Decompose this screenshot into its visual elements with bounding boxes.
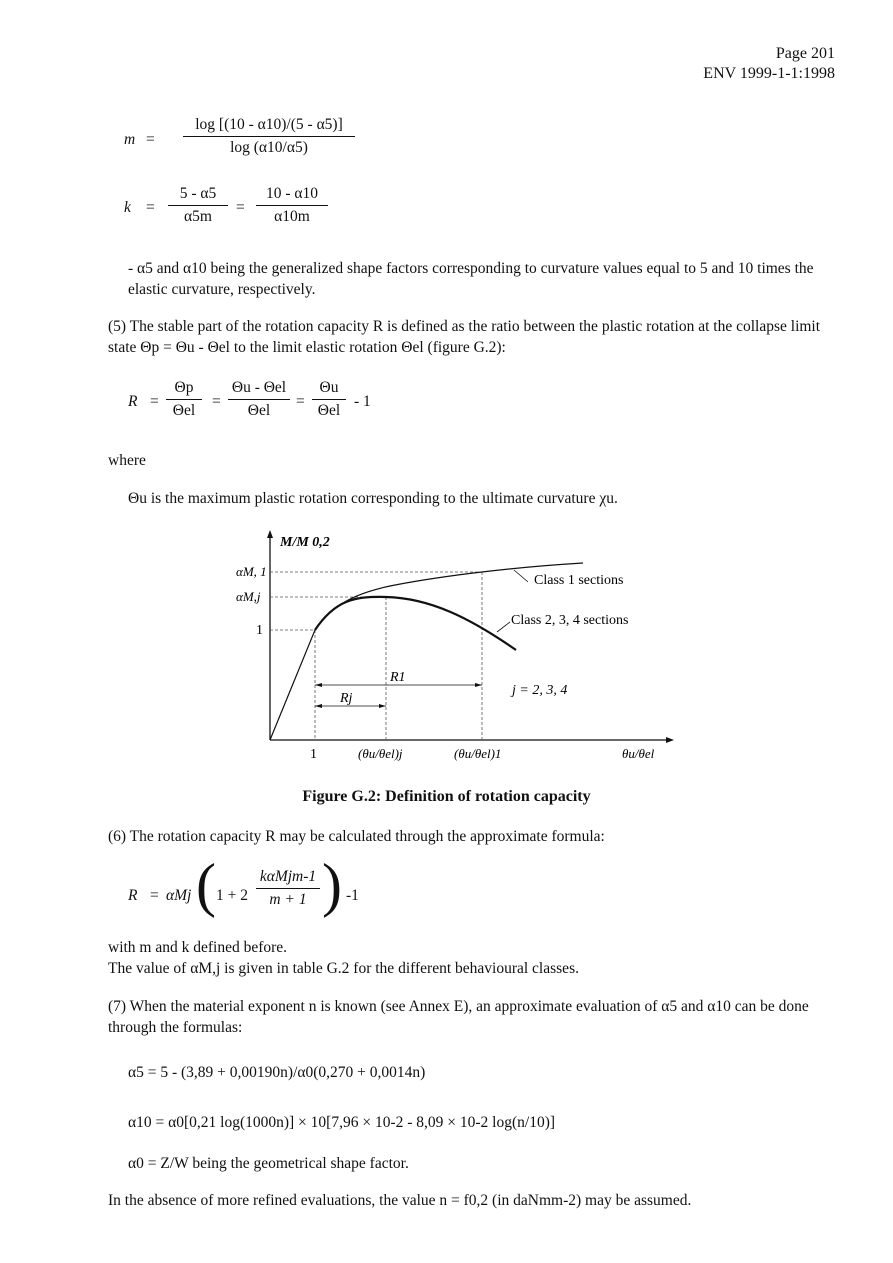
with-m-k: with m and k defined before.	[108, 939, 288, 956]
eq-k-numerator-1: 5 - α5	[168, 185, 228, 206]
paragraph-7: (7) When the material exponent n is known (see Annex E), an approximate evaluation of α5 and α10 can be done through the formulas:	[108, 998, 809, 1036]
y-tick-one: 1	[256, 623, 263, 638]
eq-r1-tail: - 1	[354, 393, 371, 410]
eq-r1-f2-numerator: Θu - Θel	[228, 379, 290, 400]
eq-m-numerator: log [(10 - α10)/(5 - α5)]	[183, 116, 355, 137]
eq-r2-one-plus: 1 + 2	[216, 887, 248, 904]
figure-caption: Figure G.2: Definition of rotation capacity	[302, 788, 591, 805]
class-2-3-4-curve	[315, 597, 516, 650]
shape-factor-paragraph: - α5 and α10 being the generalized shape factors corresponding to curvature values equal to 5 and 10 times the elastic curvature, respectively.	[128, 260, 814, 298]
eq-r1-f2-denominator: Θel	[247, 402, 271, 419]
x-tick-one: 1	[310, 747, 317, 762]
theta-u-definition: Θu is the maximum plastic rotation corresponding to the ultimate curvature χu.	[128, 490, 618, 507]
eq-k-numerator-2: 10 - α10	[256, 185, 328, 206]
r1-label: R1	[390, 670, 406, 685]
x-tick-j: (θu/θel)j	[358, 746, 403, 761]
r1-arrow-right-icon	[475, 683, 482, 687]
eq-r1-fraction-3	[312, 379, 346, 420]
x-axis-label: θu/θel	[622, 746, 655, 761]
class-2-3-4-leader	[497, 622, 510, 632]
eq-r2-numerator: kαMjm-1	[256, 868, 320, 889]
eq-k-denominator-2: α10m	[274, 208, 310, 225]
paragraph-5: (5) The stable part of the rotation capacity R is defined as the ratio between the plastic rotation at the collapse limit state Θp = Θu - Θel to the limit elastic rotation Θel (figure G.2):	[108, 318, 821, 356]
r1-arrow-left-icon	[315, 683, 322, 687]
eq-r1-f1-denominator: Θel	[172, 402, 196, 419]
eq-r1-f3-numerator: Θu	[312, 379, 346, 400]
eq-r2-fraction	[256, 868, 320, 909]
eq-k-fraction-2	[256, 185, 328, 226]
rj-arrow-left-icon	[315, 704, 322, 708]
eq-r2-tail: -1	[346, 887, 359, 904]
page-number: Page 201	[775, 45, 835, 62]
y-tick-alpha-m1: αM, 1	[236, 564, 267, 579]
y-axis-arrow-icon	[267, 530, 273, 538]
eq-k-fraction-1	[168, 185, 228, 226]
eq-m-denominator: log (α10/α5)	[230, 139, 308, 156]
eq-k-lhs: k	[124, 199, 131, 216]
class-1-curve	[270, 563, 583, 740]
y-axis-label: M/M 0,2	[280, 535, 330, 550]
eq-k-equals-2: =	[236, 199, 245, 216]
eq-r1-fraction-1	[166, 379, 202, 420]
paragraph-6: (6) The rotation capacity R may be calculated through the approximate formula:	[108, 828, 605, 845]
equation-alpha-10: α10 = α0[0,21 log(1000n)] × 10[7,96 × 10-2 - 8,09 × 10-2 log(n/10)]	[128, 1114, 556, 1131]
alpha-0-definition: α0 = Z/W being the geometrical shape factor.	[128, 1155, 409, 1172]
eq-r1-equals: =	[150, 393, 159, 410]
eq-r1-f3-denominator: Θel	[317, 402, 341, 419]
rj-label: Rj	[340, 691, 353, 706]
where-label: where	[108, 452, 146, 469]
document-code: ENV 1999-1-1:1998	[703, 65, 835, 82]
eq-r2-equals: =	[150, 887, 159, 904]
eq-r2-paren-left: (	[196, 852, 216, 918]
eq-r2-lhs: R	[128, 887, 138, 904]
eq-r1-lhs: R	[128, 393, 138, 410]
rj-arrow-right-icon	[379, 704, 386, 708]
j-range-label: j = 2, 3, 4	[512, 683, 568, 698]
class-2-3-4-label: Class 2, 3, 4 sections	[511, 613, 629, 628]
eq-r2-alpha: αMj	[166, 887, 192, 904]
class-1-leader	[514, 570, 528, 582]
x-tick-1: (θu/θel)1	[454, 746, 502, 761]
rotation-capacity-figure	[236, 528, 690, 768]
alpha-mj-value: The value of αM,j is given in table G.2 for the different behavioural classes.	[108, 960, 579, 977]
eq-r1-equals-2: =	[212, 393, 221, 410]
eq-r2-paren-right: )	[322, 852, 342, 918]
eq-r1-equals-3: =	[296, 393, 305, 410]
eq-m-fraction	[183, 116, 355, 157]
equation-alpha-5: α5 = 5 - (3,89 + 0,00190n)/α0(0,270 + 0,0014n)	[128, 1064, 426, 1081]
eq-r1-f1-numerator: Θp	[166, 379, 202, 400]
class-1-label: Class 1 sections	[534, 573, 624, 588]
final-paragraph: In the absence of more refined evaluations, the value n = f0,2 (in daNmm-2) may be assumed.	[108, 1192, 692, 1209]
eq-m-equals: =	[146, 131, 155, 148]
y-tick-alpha-mj: αM,j	[236, 589, 261, 604]
eq-m-lhs: m	[124, 131, 136, 148]
eq-k-equals-1: =	[146, 199, 155, 216]
x-axis-arrow-icon	[666, 737, 674, 743]
eq-r1-fraction-2	[228, 379, 290, 420]
eq-r2-denominator: m + 1	[269, 891, 307, 908]
eq-k-denominator-1: α5m	[184, 208, 212, 225]
